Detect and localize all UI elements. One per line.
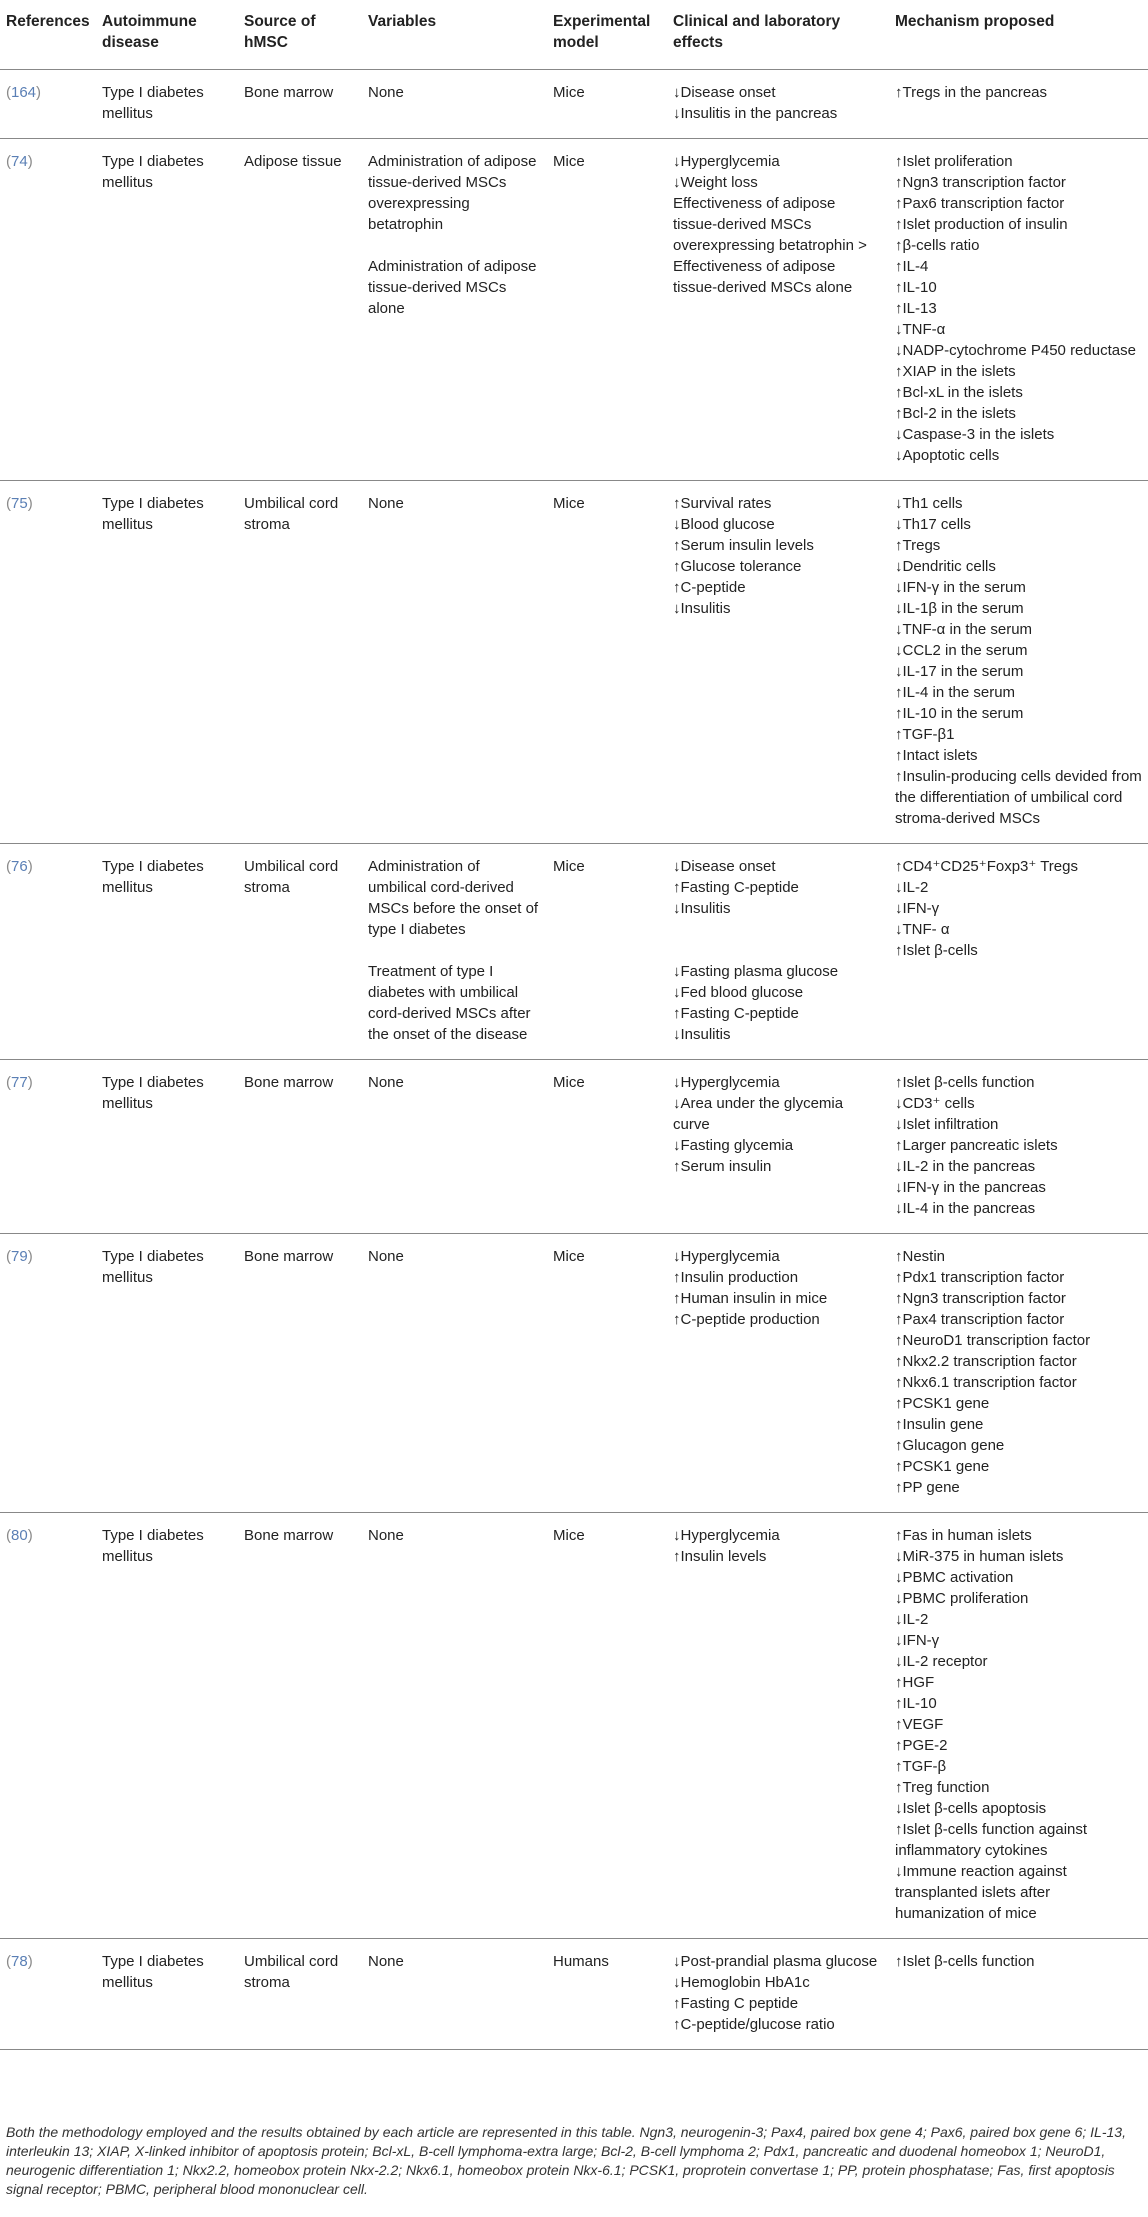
- mechanism-cell-line: ↓NADP-cytochrome P450 reductase: [895, 342, 1136, 359]
- effects-cell-line: ↓Fasting glycemia: [673, 1137, 794, 1154]
- reference-cell: (75): [0, 481, 96, 844]
- mechanism-cell: [889, 1234, 1148, 1513]
- disease-cell: Type I diabetes mellitus: [96, 1939, 238, 2050]
- variables-cell: [362, 1234, 547, 1513]
- effects-cell: [667, 844, 889, 1060]
- reference-cell: (80): [0, 1513, 96, 1939]
- mechanism-cell: [889, 70, 1148, 139]
- effects-cell-line: ↑Fasting C peptide: [673, 1995, 799, 2012]
- reference-cell: (77): [0, 1060, 96, 1234]
- header-variables: Variables: [362, 0, 547, 70]
- mechanism-cell-line: ↑PGE-2: [895, 1737, 948, 1754]
- source-cell: Umbilical cord stroma: [238, 1939, 362, 2050]
- effects-cell-line: ↓Post-prandial plasma glucose: [673, 1953, 878, 1970]
- mechanism-cell-line: ↑β-cells ratio: [895, 237, 980, 254]
- effects-cell-line: ↓Weight loss: [673, 174, 758, 191]
- effects-cell-line: ↓Area under the glycemia curve: [673, 1095, 844, 1133]
- reference-cell: (76): [0, 844, 96, 1060]
- source-cell: Bone marrow: [238, 1060, 362, 1234]
- mechanism-cell-line: ↑XIAP in the islets: [895, 363, 1016, 380]
- mechanism-cell-line: ↓IL-17 in the serum: [895, 663, 1024, 680]
- mechanism-cell-line: ↓Th1 cells: [895, 495, 963, 512]
- mechanism-cell: [889, 1513, 1148, 1939]
- mechanism-cell-line: ↓Islet β-cells apoptosis: [895, 1800, 1047, 1817]
- table-footnote: Both the methodology employed and the results obtained by each article are represented in this table. Ngn3, neurogenin-3; Pax4, paired box gene 4; Pax6, paired box gene 6; IL-13, interleukin 13; XIAP, X-linked inhibitor of apoptosis protein; Bcl-xL, B-cell lymphoma-extra large; Bcl-2, B-cell lymphoma 2; Pdx1, pancreatic and duodenal homeobox 1; NeuroD1, neurogenic differentiation 1; Nkx2.2, homeobox protein Nkx-2.2; Nkx6.1, homeobox protein Nkx-6.1; PCSK1, proprotein convertase 1; PP, protein phosphatase; Fas, first apoptosis signal receptor; PBMC, peripheral blood mononuclear cell.: [6, 2124, 1126, 2197]
- effects-cell-line: ↓Hyperglycemia: [673, 153, 780, 170]
- mechanism-cell-line: ↓PBMC activation: [895, 1569, 1014, 1586]
- reference-link[interactable]: 78: [11, 1953, 28, 1970]
- source-cell: Adipose tissue: [238, 139, 362, 481]
- effects-cell-line: ↓Insulitis: [673, 600, 731, 617]
- mechanism-cell: [889, 844, 1148, 1060]
- header-mechanism-proposed: Mechanism proposed: [889, 0, 1148, 70]
- effects-cell: [667, 1234, 889, 1513]
- model-cell: Mice: [547, 139, 667, 481]
- effects-cell-line: ↑C-peptide production: [673, 1311, 820, 1328]
- mechanism-cell-line: ↑Islet β-cells function against inflammatory cytokines: [895, 1821, 1088, 1859]
- mechanism-cell-line: ↓TNF- α: [895, 921, 950, 938]
- mechanism-cell-line: ↑Nestin: [895, 1248, 946, 1265]
- model-cell: Mice: [547, 844, 667, 1060]
- mechanism-cell: [889, 139, 1148, 481]
- spacer: [673, 940, 883, 961]
- variables-cell: [362, 844, 547, 1060]
- variables-cell: [362, 1939, 547, 2050]
- effects-cell-line: ↓Hemoglobin HbA1c: [673, 1974, 810, 1991]
- source-cell: Bone marrow: [238, 70, 362, 139]
- mechanism-cell-line: ↑TGF-β: [895, 1758, 947, 1775]
- mechanism-cell-line: ↓IL-4 in the pancreas: [895, 1200, 1036, 1217]
- table-row: [0, 844, 1148, 1060]
- effects-cell-line: ↑Glucose tolerance: [673, 558, 802, 575]
- variables-cell: [362, 70, 547, 139]
- mechanism-cell-line: ↓TNF-α: [895, 321, 946, 338]
- effects-cell: [667, 70, 889, 139]
- reference-link[interactable]: 164: [11, 84, 37, 101]
- mechanism-cell-line: ↑Islet proliferation: [895, 153, 1013, 170]
- mechanism-cell-line: ↑PCSK1 gene: [895, 1458, 990, 1475]
- effects-cell-line: Effectiveness of adipose tissue-derived MSCs overexpressing betatrophin > Effectiveness of adipose tissue-derived MSCs alone: [673, 195, 867, 296]
- variables-cell: [362, 481, 547, 844]
- effects-cell: [667, 139, 889, 481]
- header-references: References: [0, 0, 96, 70]
- mechanism-cell-line: ↑Ngn3 transcription factor: [895, 1290, 1066, 1307]
- header-source-of-hmsc: Source of hMSC: [238, 0, 362, 70]
- disease-cell: Type I diabetes mellitus: [96, 1513, 238, 1939]
- reference-cell: (164): [0, 70, 96, 139]
- source-cell: Umbilical cord stroma: [238, 481, 362, 844]
- mechanism-cell-line: ↑Islet β-cells function: [895, 1074, 1035, 1091]
- mechanism-cell-line: ↓IFN-γ: [895, 1632, 940, 1649]
- mechanism-cell-line: ↑IL-10 in the serum: [895, 705, 1024, 722]
- effects-cell-line: ↓Hyperglycemia: [673, 1248, 780, 1265]
- variables-cell-line: Administration of adipose tissue-derived MSCs overexpressing betatrophin: [368, 153, 537, 233]
- effects-cell-line: ↓Fasting plasma glucose: [673, 963, 839, 980]
- mechanism-cell-line: ↑VEGF: [895, 1716, 944, 1733]
- mechanism-cell-line: ↑Bcl-xL in the islets: [895, 384, 1023, 401]
- effects-cell-line: ↓Hyperglycemia: [673, 1074, 780, 1091]
- reference-link[interactable]: 80: [11, 1527, 28, 1544]
- mechanism-cell-line: ↑IL-10: [895, 279, 937, 296]
- mechanism-cell-line: ↑PCSK1 gene: [895, 1395, 990, 1412]
- disease-cell: Type I diabetes mellitus: [96, 1234, 238, 1513]
- reference-link[interactable]: 77: [11, 1074, 28, 1091]
- table-body: [0, 70, 1148, 2050]
- mechanism-cell-line: ↓IL-2 receptor: [895, 1653, 988, 1670]
- variables-cell: [362, 1060, 547, 1234]
- mechanism-cell-line: ↑Tregs: [895, 537, 941, 554]
- table-row: [0, 481, 1148, 844]
- spacer: [368, 940, 541, 961]
- reference-cell: (74): [0, 139, 96, 481]
- table-row: [0, 1513, 1148, 1939]
- reference-cell: (79): [0, 1234, 96, 1513]
- effects-cell-line: ↑Serum insulin: [673, 1158, 772, 1175]
- effects-cell-line: ↓Disease onset: [673, 858, 776, 875]
- effects-cell-line: ↓Insulitis: [673, 1026, 731, 1043]
- table-row: [0, 1060, 1148, 1234]
- effects-cell: [667, 481, 889, 844]
- mechanism-cell-line: ↑IL-4: [895, 258, 929, 275]
- header-autoimmune-disease: Autoimmune disease: [96, 0, 238, 70]
- mechanism-cell-line: ↑CD4⁺CD25⁺Foxp3⁺ Tregs: [895, 858, 1078, 875]
- mechanism-cell-line: ↑IL-10: [895, 1695, 937, 1712]
- disease-cell: Type I diabetes mellitus: [96, 844, 238, 1060]
- mechanism-cell-line: ↓Immune reaction against transplanted islets after humanization of mice: [895, 1863, 1067, 1922]
- variables-cell: [362, 1513, 547, 1939]
- variables-cell-line: None: [368, 84, 404, 101]
- header-experimental-model: Experimental model: [547, 0, 667, 70]
- mechanism-cell-line: ↑TGF-β1: [895, 726, 955, 743]
- effects-cell-line: ↓Hyperglycemia: [673, 1527, 780, 1544]
- mechanism-cell-line: ↓IFN-γ: [895, 900, 940, 917]
- mechanism-cell-line: ↓TNF-α in the serum: [895, 621, 1033, 638]
- header-clinical-effects: Clinical and laboratory effects: [667, 0, 889, 70]
- mechanism-cell-line: ↑NeuroD1 transcription factor: [895, 1332, 1091, 1349]
- mechanism-cell-line: ↑Nkx6.1 transcription factor: [895, 1374, 1077, 1391]
- variables-cell-line: None: [368, 1074, 404, 1091]
- effects-cell-line: ↑Serum insulin levels: [673, 537, 814, 554]
- variables-cell-line: None: [368, 1953, 404, 1970]
- mechanism-cell-line: ↑Pdx1 transcription factor: [895, 1269, 1065, 1286]
- disease-cell: Type I diabetes mellitus: [96, 139, 238, 481]
- mechanism-cell-line: ↓IFN-γ in the serum: [895, 579, 1026, 596]
- mechanism-cell-line: ↓CD3⁺ cells: [895, 1095, 975, 1112]
- effects-cell: [667, 1060, 889, 1234]
- mechanism-cell-line: ↓Apoptotic cells: [895, 447, 1000, 464]
- table-row: [0, 1939, 1148, 2050]
- mechanism-cell-line: ↑Glucagon gene: [895, 1437, 1005, 1454]
- spacer: [673, 919, 883, 940]
- model-cell: Mice: [547, 1060, 667, 1234]
- mechanism-cell-line: ↑Nkx2.2 transcription factor: [895, 1353, 1077, 1370]
- effects-cell-line: ↓Insulitis: [673, 900, 731, 917]
- mechanism-cell-line: ↑Pax4 transcription factor: [895, 1311, 1065, 1328]
- mechanism-cell-line: ↑Larger pancreatic islets: [895, 1137, 1058, 1154]
- effects-cell-line: ↓Fed blood glucose: [673, 984, 804, 1001]
- model-cell: Mice: [547, 1234, 667, 1513]
- reference-link[interactable]: 75: [11, 495, 28, 512]
- source-cell: Umbilical cord stroma: [238, 844, 362, 1060]
- mechanism-cell-line: ↑Islet β-cells function: [895, 1953, 1035, 1970]
- mechanism-cell-line: ↑Pax6 transcription factor: [895, 195, 1065, 212]
- variables-cell-line: Treatment of type I diabetes with umbilical cord-derived MSCs after the onset of the disease: [368, 963, 531, 1043]
- mechanism-cell-line: ↑Bcl-2 in the islets: [895, 405, 1016, 422]
- model-cell: Humans: [547, 1939, 667, 2050]
- effects-cell-line: ↑Survival rates: [673, 495, 772, 512]
- effects-cell-line: ↓Blood glucose: [673, 516, 775, 533]
- mechanism-cell-line: ↑Islet β-cells: [895, 942, 978, 959]
- reference-link[interactable]: 74: [11, 153, 28, 170]
- mechanism-cell-line: ↑IL-13: [895, 300, 937, 317]
- variables-cell-line: None: [368, 1527, 404, 1544]
- variables-cell-line: Administration of umbilical cord-derived MSCs before the onset of type I diabetes: [368, 858, 539, 938]
- mechanism-cell-line: ↓Islet infiltration: [895, 1116, 999, 1133]
- variables-cell: [362, 139, 547, 481]
- effects-cell-line: ↑Fasting C-peptide: [673, 879, 799, 896]
- effects-cell-line: ↑C-peptide: [673, 579, 746, 596]
- spacer: [368, 235, 541, 256]
- mechanism-cell-line: ↑Tregs in the pancreas: [895, 84, 1048, 101]
- table-row: [0, 1234, 1148, 1513]
- mechanism-cell-line: ↑Insulin gene: [895, 1416, 984, 1433]
- mechanism-cell-line: ↓IL-2: [895, 879, 929, 896]
- mechanism-cell: [889, 481, 1148, 844]
- mechanism-cell-line: ↑HGF: [895, 1674, 935, 1691]
- mechanism-cell-line: ↑PP gene: [895, 1479, 960, 1496]
- table-row: [0, 70, 1148, 139]
- disease-cell: Type I diabetes mellitus: [96, 70, 238, 139]
- mechanism-cell-line: ↑Intact islets: [895, 747, 978, 764]
- mechanism-cell-line: ↓Th17 cells: [895, 516, 971, 533]
- effects-cell-line: ↑Human insulin in mice: [673, 1290, 828, 1307]
- mechanism-cell-line: ↑Fas in human islets: [895, 1527, 1032, 1544]
- source-cell: Bone marrow: [238, 1513, 362, 1939]
- table-row: [0, 139, 1148, 481]
- mechanism-cell-line: ↑Treg function: [895, 1779, 990, 1796]
- mechanism-cell-line: ↑Ngn3 transcription factor: [895, 174, 1066, 191]
- variables-cell-line: Administration of adipose tissue-derived MSCs alone: [368, 258, 537, 317]
- model-cell: Mice: [547, 1513, 667, 1939]
- mechanism-cell-line: ↓Dendritic cells: [895, 558, 996, 575]
- mechanism-cell-line: ↓IL-2 in the pancreas: [895, 1158, 1036, 1175]
- effects-cell-line: ↓Insulitis in the pancreas: [673, 105, 838, 122]
- mechanism-cell: [889, 1939, 1148, 2050]
- effects-cell-line: ↑Fasting C-peptide: [673, 1005, 799, 1022]
- model-cell: Mice: [547, 70, 667, 139]
- mechanism-cell-line: ↑IL-4 in the serum: [895, 684, 1016, 701]
- variables-cell-line: None: [368, 1248, 404, 1265]
- disease-cell: Type I diabetes mellitus: [96, 1060, 238, 1234]
- mechanism-cell-line: ↓PBMC proliferation: [895, 1590, 1029, 1607]
- mechanism-cell-line: ↓IL-2: [895, 1611, 929, 1628]
- effects-cell: [667, 1513, 889, 1939]
- mechanism-cell-line: ↓CCL2 in the serum: [895, 642, 1028, 659]
- reference-link[interactable]: 79: [11, 1248, 28, 1265]
- effects-cell-line: ↑Insulin levels: [673, 1548, 767, 1565]
- effects-cell-line: ↑Insulin production: [673, 1269, 799, 1286]
- effects-cell: [667, 1939, 889, 2050]
- mechanism-cell-line: ↑Islet production of insulin: [895, 216, 1068, 233]
- model-cell: Mice: [547, 481, 667, 844]
- variables-cell-line: None: [368, 495, 404, 512]
- reference-cell: (78): [0, 1939, 96, 2050]
- mechanism-cell-line: ↑Insulin-producing cells devided from the differentiation of umbilical cord stroma-derived MSCs: [895, 768, 1142, 827]
- reference-link[interactable]: 76: [11, 858, 28, 875]
- mechanism-cell: [889, 1060, 1148, 1234]
- mechanism-cell-line: ↓Caspase-3 in the islets: [895, 426, 1055, 443]
- mechanism-cell-line: ↓IL-1β in the serum: [895, 600, 1024, 617]
- mechanism-cell-line: ↓IFN-γ in the pancreas: [895, 1179, 1046, 1196]
- table-header-row: [0, 0, 1148, 70]
- effects-cell-line: ↑C-peptide/glucose ratio: [673, 2016, 835, 2033]
- disease-cell: Type I diabetes mellitus: [96, 481, 238, 844]
- source-cell: Bone marrow: [238, 1234, 362, 1513]
- effects-cell-line: ↓Disease onset: [673, 84, 776, 101]
- mechanism-cell-line: ↓MiR-375 in human islets: [895, 1548, 1064, 1565]
